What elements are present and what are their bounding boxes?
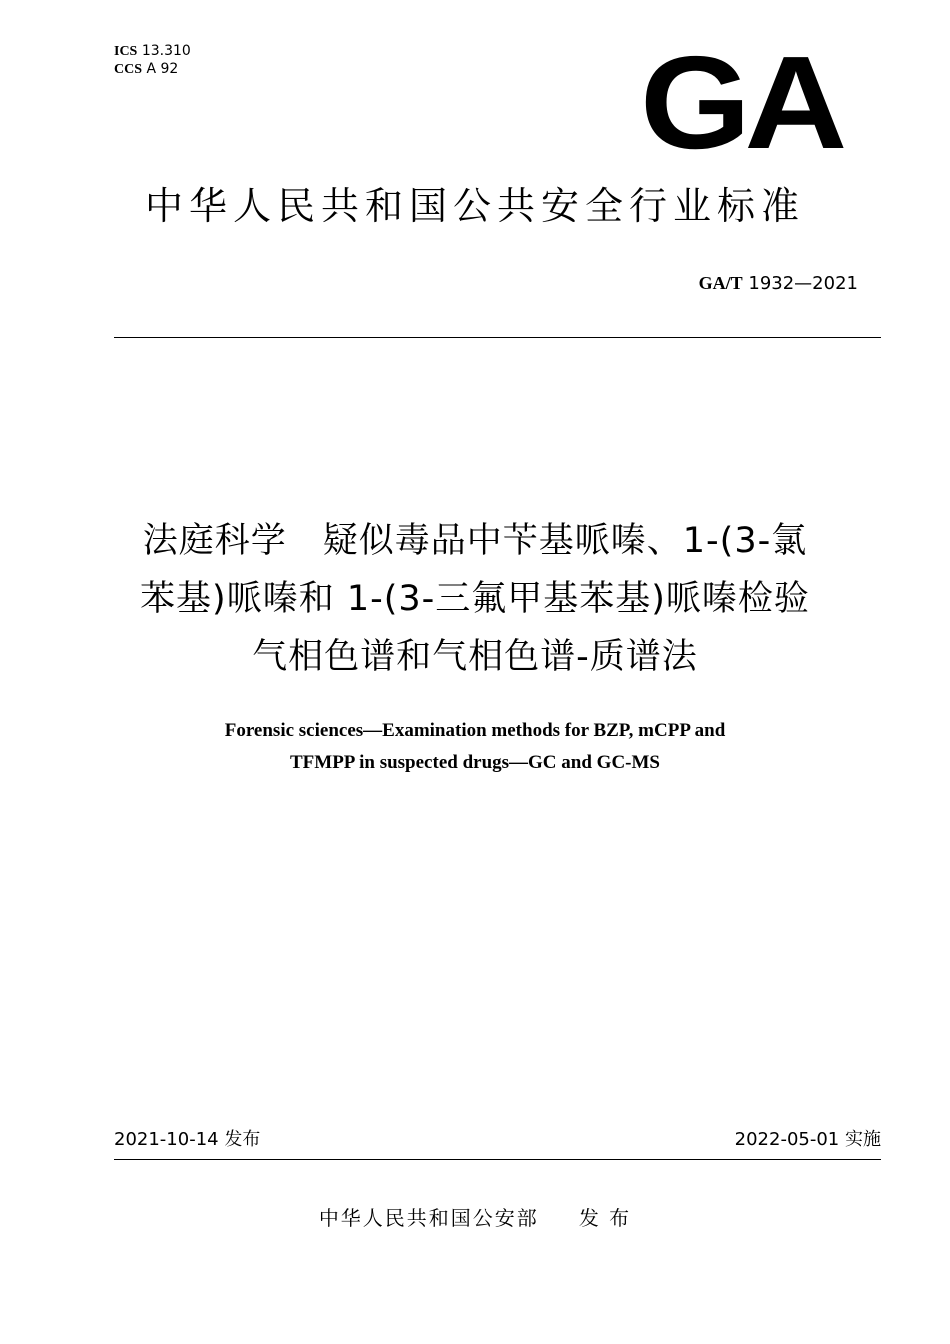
standard-year-number: 1932—2021 — [748, 273, 858, 294]
title-en-line-2: TFMPP in suspected drugs—GC and GC-MS — [289, 752, 660, 773]
ics-label: ICS — [114, 44, 138, 59]
issuer-name: 中华人民共和国公安部 — [318, 1206, 539, 1230]
ccs-classification — [114, 61, 178, 78]
top-divider — [114, 337, 881, 338]
title-english — [0, 715, 950, 779]
ccs-value: A 92 — [146, 61, 179, 77]
standard-number — [699, 271, 858, 296]
ga-logo: GA — [640, 29, 841, 176]
title-en-line-1: Forensic sciences—Examination methods for BZP, mCPP and — [224, 720, 726, 741]
ics-classification — [114, 43, 191, 60]
bottom-divider — [114, 1159, 881, 1160]
standard-type-heading: 中华人民共和国公共安全行业标准 — [144, 184, 805, 228]
issuer — [0, 1204, 950, 1232]
title-cn-line-1: 法庭科学 疑似毒品中苄基哌嗪、1-(3-氯 — [142, 521, 808, 561]
ccs-label: CCS — [114, 62, 143, 77]
issuer-action: 发 布 — [578, 1206, 632, 1230]
publish-date: 2021-10-14 发布 — [114, 1129, 261, 1150]
title-chinese — [0, 512, 950, 686]
ics-value: 13.310 — [141, 43, 191, 59]
standard-code: GA/T — [698, 273, 743, 293]
implement-date: 2022-05-01 实施 — [734, 1129, 881, 1150]
title-cn-line-3: 气相色谱和气相色谱-质谱法 — [252, 637, 698, 677]
title-cn-line-2: 苯基)哌嗪和 1-(3-三氟甲基苯基)哌嗪检验 — [140, 579, 810, 619]
